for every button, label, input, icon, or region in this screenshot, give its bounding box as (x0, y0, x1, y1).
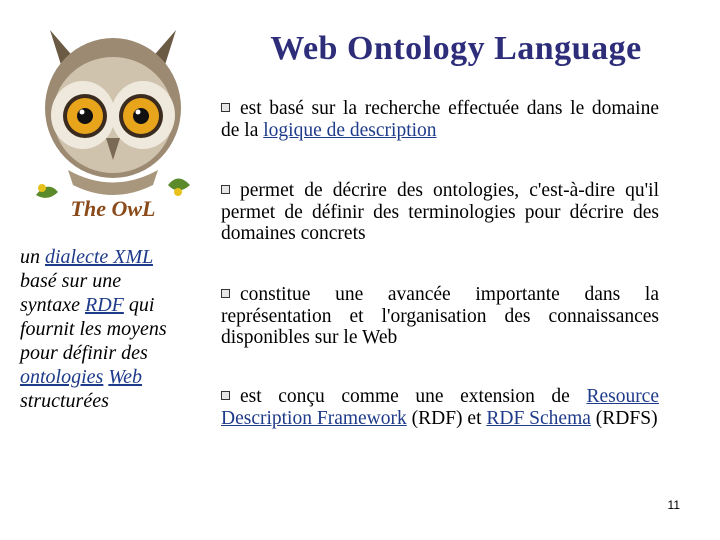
side-description: un dialecte XML basé sur une syntaxe RDF qui fournit les moyens pour définir des ontologies Web structurées (20, 246, 167, 412)
link-rdf-framework[interactable]: Resource Description Framework (221, 386, 659, 429)
link-dialecte-xml[interactable]: dialecte XML (45, 246, 153, 268)
link-rdf[interactable]: RDF (84, 294, 124, 316)
page-number: 11 (667, 498, 680, 512)
link-ontologies[interactable]: ontologies (20, 366, 104, 388)
link-logique-description[interactable]: logique de description (263, 119, 437, 141)
logo-text: The OwL (70, 196, 156, 220)
square-bullet-icon (221, 391, 230, 400)
square-bullet-icon (221, 185, 230, 194)
slide-title: Web Ontology Language (270, 30, 642, 67)
square-bullet-icon (221, 289, 230, 298)
square-bullet-icon (221, 103, 230, 112)
bullet-item: est basé sur la recherche effectuée dans le domaine de la logique de description (221, 98, 659, 141)
owl-logo-icon (28, 20, 198, 220)
bullet-item: permet de décrire des ontologies, c'est-à-dire qu'il permet de définir des terminologies pour décrire des domaines concrets (221, 180, 659, 244)
bullet-item: constitue une avancée importante dans la représentation et l'organisation des connaissances disponibles sur le Web (221, 284, 659, 348)
bullet-item: est conçu comme une extension de Resource Description Framework (RDF) et RDF Schema (RDFS) (221, 386, 659, 429)
link-rdf-schema[interactable]: RDF Schema (486, 407, 591, 429)
link-web[interactable]: Web (108, 366, 143, 388)
